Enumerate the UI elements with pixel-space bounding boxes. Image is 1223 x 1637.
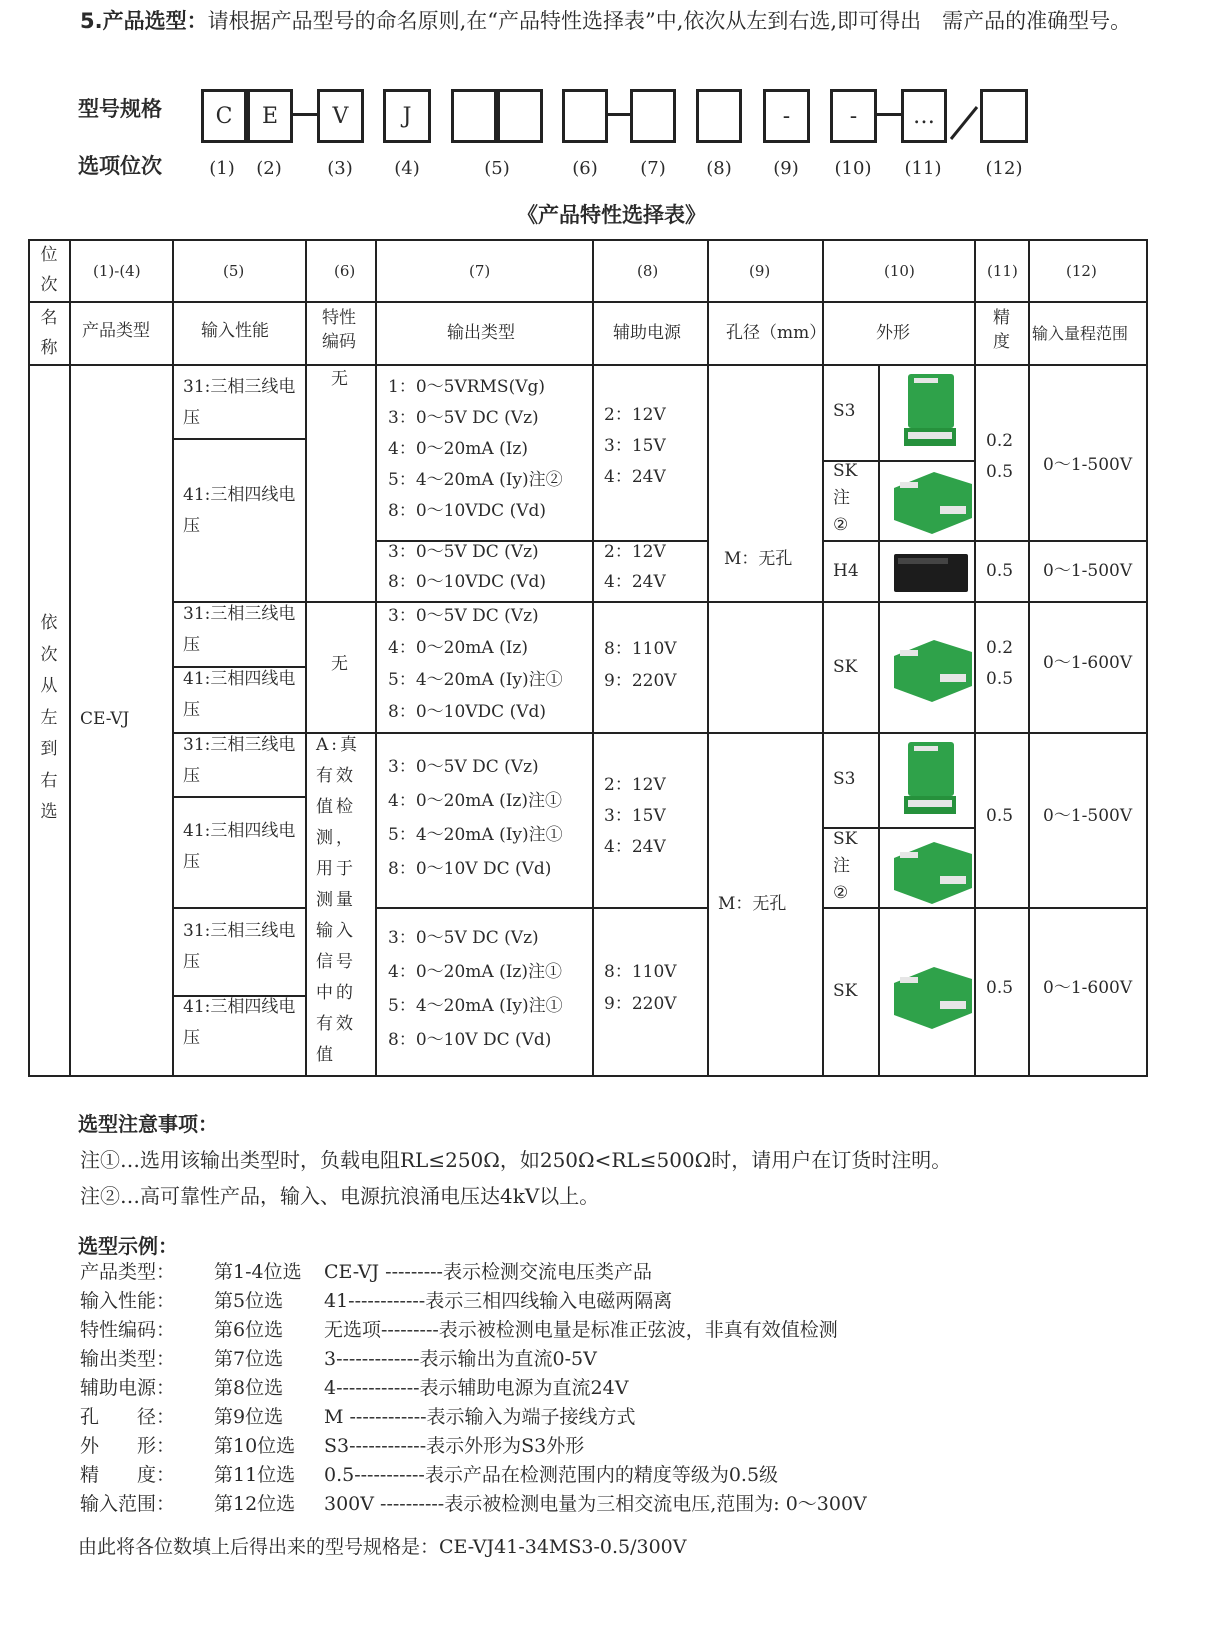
- char-code-none: 无: [331, 654, 348, 674]
- code-box-11: …: [901, 89, 947, 143]
- header-pos: (11): [987, 262, 1018, 280]
- output-item: 5：4～20mA (Iy)注①: [388, 996, 563, 1016]
- output-item: 3：0～5V DC (Vz): [388, 757, 539, 777]
- notes-title: 选型注意事项：: [78, 1112, 218, 1136]
- pos-label: (8): [706, 158, 732, 179]
- code-connector: [608, 113, 630, 116]
- shape-note: 注: [833, 488, 850, 508]
- power-item: 9：220V: [604, 994, 677, 1014]
- power-item: 2：12V: [604, 542, 666, 562]
- accuracy-block: [986, 426, 1013, 488]
- header-name: 辅助电源: [613, 323, 681, 343]
- example-title: 选型示例：: [78, 1234, 178, 1258]
- sk-device-image: [890, 460, 974, 538]
- example-row: 输入范围： 第12位选 300V ----------表示被检测电量为三相交流电压,范围为: 0～300V: [80, 1493, 867, 1515]
- shape-sk-note: [833, 826, 857, 907]
- output-item: 4：0～20mA (Iz): [388, 638, 529, 658]
- power-block-d: [604, 770, 666, 863]
- header-name: 外形: [876, 323, 910, 343]
- shape-sk: SK: [833, 657, 858, 677]
- input-41: 41:三相四线电压: [183, 821, 296, 872]
- shape-s3: S3: [833, 401, 856, 421]
- code-box-9: -: [763, 89, 810, 143]
- code-connector: [293, 113, 317, 116]
- header-pos: (12): [1066, 262, 1097, 280]
- header-pos: (5): [223, 262, 245, 280]
- output-item: 8：0～10VDC (Vd): [388, 702, 547, 722]
- output-block-c: [388, 600, 563, 728]
- pos-label: (11): [904, 158, 942, 179]
- note-2: 注②…高可靠性产品，输入、电源抗浪涌电压达4kV以上。: [80, 1184, 600, 1208]
- example-row: 产品类型： 第1-4位选 CE-VJ ---------表示检测交流电压类产品: [80, 1261, 652, 1283]
- intro-text: 请根据产品型号的命名原则,在“产品特性选择表”中,依次从左到右选,即可得出 需产品的准确型号。: [207, 9, 1132, 33]
- output-item: 4：0～20mA (Iz)注①: [388, 962, 563, 982]
- s3-device-image: [890, 740, 974, 826]
- input-31: 31:三相三线电压: [183, 921, 296, 972]
- intro-paragraph: [80, 6, 1170, 36]
- power-item: 8：110V: [604, 639, 677, 659]
- output-block-a: [388, 372, 563, 527]
- range-value: 0～1-600V: [1043, 653, 1133, 673]
- power-block-a: [604, 400, 666, 493]
- input-41: 41:三相四线电压: [183, 669, 296, 720]
- sk-device-image: [890, 628, 974, 706]
- code-box-2: E: [247, 89, 293, 143]
- char-code-none: 无: [331, 369, 348, 389]
- sk-device-image: [890, 830, 974, 908]
- code-box-10: -: [830, 89, 877, 143]
- header-name: 输入量程范围: [1032, 324, 1129, 343]
- hole-value: M：无孔: [718, 894, 787, 914]
- hole-value: M：无孔: [724, 549, 793, 569]
- example-row: 孔 径： 第9位选 M ------------表示输入为端子接线方式: [80, 1406, 636, 1428]
- input-41: 41:三相四线电压: [183, 485, 296, 536]
- pos-label: (5): [484, 158, 510, 179]
- intro-label: 5.产品选型：: [80, 9, 208, 33]
- accuracy-item: 0.5: [986, 561, 1014, 581]
- output-item: 8：0～10VDC (Vd): [388, 501, 547, 521]
- pos-label: (1): [209, 158, 235, 179]
- power-block-b: [604, 537, 666, 597]
- power-item: 3：15V: [604, 436, 666, 456]
- header-pos: (8): [637, 262, 659, 280]
- power-item: 8：110V: [604, 962, 677, 982]
- output-item: 5：4～20mA (Iy)注①: [388, 825, 563, 845]
- code-box-12: [980, 89, 1028, 143]
- output-item: 4：0～20mA (Iz)注①: [388, 791, 563, 811]
- header-name: 产品类型: [82, 321, 150, 341]
- shape-sk: SK: [833, 981, 858, 1001]
- accuracy-item: 0.5: [986, 978, 1014, 998]
- shape-name: SK: [833, 829, 858, 849]
- accuracy-item: 0.2: [986, 638, 1014, 658]
- output-item: 8：0～10VDC (Vd): [388, 572, 547, 592]
- header-pos: (7): [469, 262, 491, 280]
- shape-name: SK: [833, 461, 858, 481]
- pos-label: (9): [773, 158, 799, 179]
- code-box-5b: [497, 89, 543, 143]
- header-name: 孔径（mm）: [726, 323, 827, 343]
- code-box-7: [630, 89, 676, 143]
- pos-label: (12): [985, 158, 1023, 179]
- pos-label: (10): [834, 158, 872, 179]
- header-pos: (10): [884, 262, 915, 280]
- output-block-d: [388, 750, 563, 886]
- range-value: 0～1-500V: [1043, 806, 1133, 826]
- shape-note: ②: [833, 883, 849, 903]
- power-block-e: [604, 956, 677, 1020]
- header-pos: (1)-(4): [93, 262, 141, 280]
- code-box-8: [696, 89, 742, 143]
- input-41: 41:三相四线电压: [183, 997, 296, 1048]
- output-item: 3：0～5V DC (Vz): [388, 606, 539, 626]
- header-name: 特性编码: [322, 308, 356, 352]
- pos-label: (2): [256, 158, 282, 179]
- example-result: 由此将各位数填上后得出来的型号规格是：CE-VJ41-34MS3-0.5/300V: [78, 1536, 687, 1558]
- slash-separator: [947, 89, 981, 143]
- pos-label: (7): [640, 158, 666, 179]
- shape-s3: S3: [833, 769, 856, 789]
- h4-device-image: [890, 548, 974, 598]
- pos-label: (6): [572, 158, 598, 179]
- power-item: 4：24V: [604, 467, 666, 487]
- output-item: 3：0～5V DC (Vz): [388, 928, 539, 948]
- spec-row-label: 型号规格: [78, 97, 162, 121]
- left-label: 依次从左到右选: [40, 613, 58, 822]
- output-block-e: [388, 921, 563, 1057]
- header-name-label: 名称: [40, 308, 58, 358]
- code-box-1: C: [201, 89, 247, 143]
- output-block-b: [388, 537, 546, 597]
- code-box-5a: [451, 89, 497, 143]
- power-item: 4：24V: [604, 837, 666, 857]
- accuracy-item: 0.2: [986, 431, 1014, 451]
- header-pos: (6): [334, 262, 356, 280]
- range-value: 0～1-600V: [1043, 978, 1133, 998]
- power-item: 2：12V: [604, 775, 666, 795]
- example-row: 外 形： 第10位选 S3------------表示外形为S3外形: [80, 1435, 585, 1457]
- accuracy-item: 0.5: [986, 806, 1014, 826]
- example-row: 精 度： 第11位选 0.5-----------表示产品在检测范围内的精度等级为0.5级: [80, 1464, 779, 1486]
- accuracy-block: [986, 633, 1013, 695]
- output-item: 3：0～5V DC (Vz): [388, 408, 539, 428]
- shape-h4: H4: [833, 561, 859, 581]
- code-box-3: V: [317, 89, 364, 143]
- char-code-rms: A:真有效值检测，用于测量输入信号中的有效值: [316, 735, 361, 1065]
- output-item: 8：0～10V DC (Vd): [388, 859, 552, 879]
- example-row: 特性编码： 第6位选 无选项---------表示被检测电量是标准正弦波，非真有效值检测: [80, 1319, 838, 1341]
- table-title: 《产品特性选择表》: [517, 202, 706, 227]
- sk-device-image: [890, 955, 974, 1033]
- example-row: 输入性能： 第5位选 41------------表示三相四线输入电磁两隔离: [80, 1290, 673, 1312]
- shape-note: ②: [833, 515, 849, 535]
- pos-label: (3): [327, 158, 353, 179]
- input-31: 31:三相三线电压: [183, 735, 296, 786]
- s3-device-image: [890, 372, 974, 458]
- power-item: 3：15V: [604, 806, 666, 826]
- output-item: 1：0～5VRMS(Vg): [388, 377, 546, 397]
- product-type: CE-VJ: [80, 709, 130, 729]
- range-value: 0～1-500V: [1043, 561, 1133, 581]
- position-row-label: 选项位次: [78, 154, 162, 178]
- output-item: 5：4～20mA (Iy)注①: [388, 670, 563, 690]
- power-block-c: [604, 633, 677, 697]
- pos-label: (4): [394, 158, 420, 179]
- range-value: 0～1-500V: [1043, 455, 1133, 475]
- note-1: 注①…选用该输出类型时，负载电阻RL≤250Ω，如250Ω<RL≤500Ω时，请用户在订货时注明。: [80, 1148, 952, 1172]
- input-31: 31:三相三线电压: [183, 377, 296, 428]
- example-row: 辅助电源： 第8位选 4-------------表示辅助电源为直流24V: [80, 1377, 629, 1399]
- code-box-4: J: [383, 89, 431, 143]
- output-item: 8：0～10V DC (Vd): [388, 1030, 552, 1050]
- header-pos: (9): [749, 262, 771, 280]
- code-connector: [877, 113, 901, 116]
- power-item: 4：24V: [604, 572, 666, 592]
- output-item: 4：0～20mA (Iz): [388, 439, 529, 459]
- shape-sk-note: [833, 458, 857, 539]
- header-pos-label: 位次: [40, 245, 58, 295]
- accuracy-item: 0.5: [986, 462, 1014, 482]
- power-item: 2：12V: [604, 405, 666, 425]
- shape-note: 注: [833, 856, 850, 876]
- output-item: 5：4～20mA (Iy)注②: [388, 470, 563, 490]
- example-row: 输出类型： 第7位选 3-------------表示输出为直流0-5V: [80, 1348, 597, 1370]
- input-31: 31:三相三线电压: [183, 604, 296, 655]
- code-box-6: [562, 89, 608, 143]
- power-item: 9：220V: [604, 671, 677, 691]
- accuracy-item: 0.5: [986, 669, 1014, 689]
- header-name: 输入性能: [201, 321, 269, 341]
- header-name: 输出类型: [447, 323, 515, 343]
- output-item: 3：0～5V DC (Vz): [388, 542, 539, 562]
- header-name: 精度: [993, 308, 1010, 352]
- example-list: [80, 1258, 867, 1519]
